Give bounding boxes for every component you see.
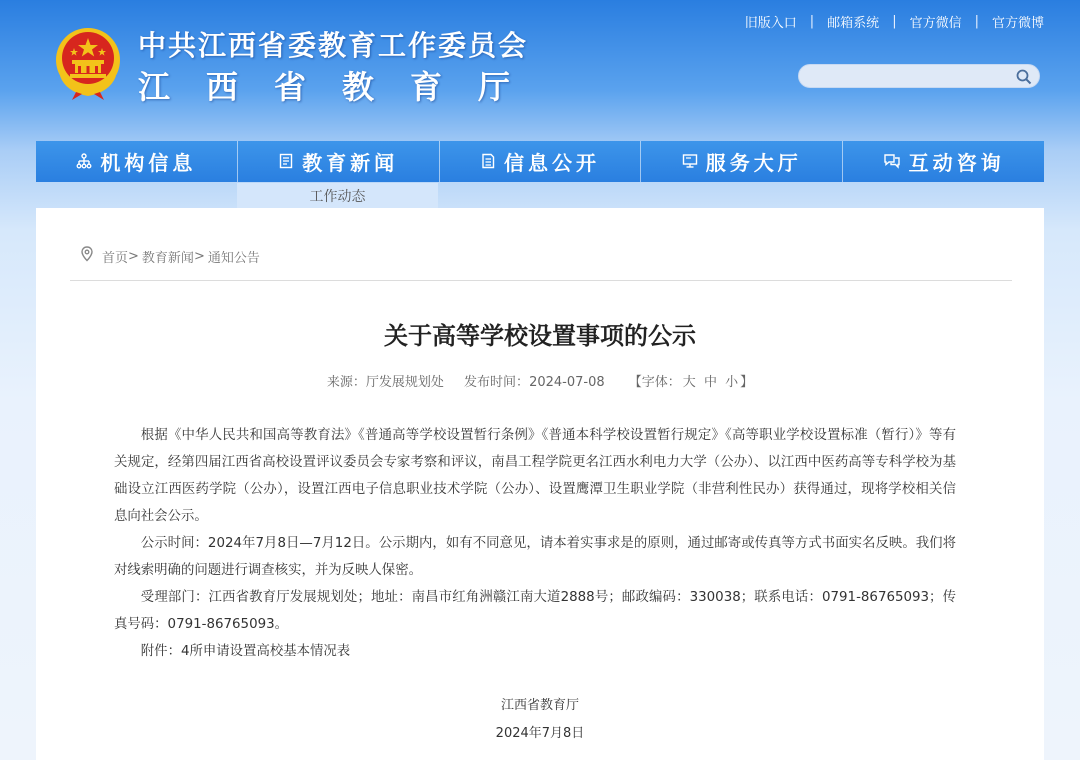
article-meta <box>36 371 1044 390</box>
org-tree-icon <box>76 150 100 174</box>
link-separator: | <box>892 14 897 29</box>
nav-label: 信息公开 <box>503 151 600 175</box>
nav-education-news[interactable] <box>238 141 440 182</box>
site-title-department: 江西省教育厅 <box>138 68 547 106</box>
top-links <box>745 12 1044 31</box>
article-panel <box>36 208 1044 760</box>
old-version-link[interactable]: 旧版入口 <box>744 16 797 31</box>
email-system-link[interactable]: 邮箱系统 <box>827 16 880 31</box>
search-box <box>798 64 1040 88</box>
font-small-button[interactable]: 小 <box>725 375 739 390</box>
breadcrumb-home[interactable]: 首页 <box>102 250 129 266</box>
publish-date: 发布时间：2024-07-08 <box>464 375 605 390</box>
nav-label: 互动咨询 <box>908 151 1005 175</box>
article-body <box>114 422 956 665</box>
monitor-icon <box>682 150 706 174</box>
main-nav <box>36 141 1044 182</box>
document-icon <box>278 150 302 174</box>
site-title-committee: 中共江西省委教育工作委员会 <box>138 29 529 62</box>
breadcrumb-notices[interactable]: 通知公告 <box>207 250 260 266</box>
divider <box>70 280 1012 281</box>
nav-label: 服务大厅 <box>705 151 802 175</box>
nav-org-info[interactable] <box>36 141 238 182</box>
location-pin-icon <box>80 246 94 266</box>
nav-info-disclosure[interactable] <box>440 141 642 182</box>
subnav-work-updates[interactable]: 工作动态 <box>237 183 438 209</box>
list-document-icon <box>480 150 504 174</box>
font-large-button[interactable]: 大 <box>682 375 696 390</box>
breadcrumb <box>80 246 260 266</box>
link-separator: | <box>809 14 815 29</box>
official-weibo-link[interactable]: 官方微博 <box>991 16 1044 31</box>
national-emblem-logo <box>52 26 124 100</box>
signature-org: 江西省教育厅 <box>500 698 579 713</box>
chat-bubbles-icon <box>883 150 909 174</box>
font-medium-button[interactable]: 中 <box>703 375 717 390</box>
article-title: 关于高等学校设置事项的公示 <box>384 322 696 350</box>
nav-label: 教育新闻 <box>302 151 399 175</box>
nav-service-hall[interactable] <box>641 141 843 182</box>
paragraph: 公示时间：2024年7月8日—7月12日。公示期内，如有不同意见，请本着实事求是的原则，通过邮寄或传真等方式书面实名反映。我们将对线索明确的问题进行调查核实，并为反映人保密。 <box>114 536 956 578</box>
search-icon[interactable] <box>1015 68 1033 86</box>
nav-interactive-consult[interactable] <box>843 141 1044 182</box>
official-wechat-link[interactable]: 官方微信 <box>909 16 962 31</box>
attachment-link[interactable]: 附件：4所申请设置高校基本情况表 <box>140 644 351 659</box>
breadcrumb-separator: > <box>193 248 205 264</box>
paragraph: 根据《中华人民共和国高等教育法》《普通高等学校设置暂行条例》《普通本科学校设置暂行规定》《高等职业学校设置标准（暂行）》等有关规定，经第四届江西省高校设置评议委员会专家考察和评议，南昌工程学院更名江西水利电力大学（公办）、以江西中医药高等专科学校为基础设立江西医药学院（公办），设置江西电子信息职业技术学院（公办）、设置鹰潭卫生职业学院（非营利性民办）获得通过，现将学校相关信息向社会公示。 <box>114 428 956 524</box>
font-size-switcher: 【字体： 大 中 小 】 <box>628 375 754 390</box>
link-separator: | <box>974 14 979 29</box>
paragraph: 受理部门：江西省教育厅发展规划处；地址：南昌市红角洲赣江南大道2888号；邮政编码：330038；联系电话：0791-86765093；传真号码：0791-86765093。 <box>114 590 956 632</box>
source-label: 来源：厅发展规划处 <box>326 375 444 390</box>
nav-label: 机构信息 <box>100 151 197 175</box>
breadcrumb-education-news[interactable]: 教育新闻 <box>141 250 194 266</box>
signature-date: 2024年7月8日 <box>495 726 585 741</box>
search-input[interactable] <box>799 65 1009 87</box>
breadcrumb-separator: > <box>128 248 139 264</box>
